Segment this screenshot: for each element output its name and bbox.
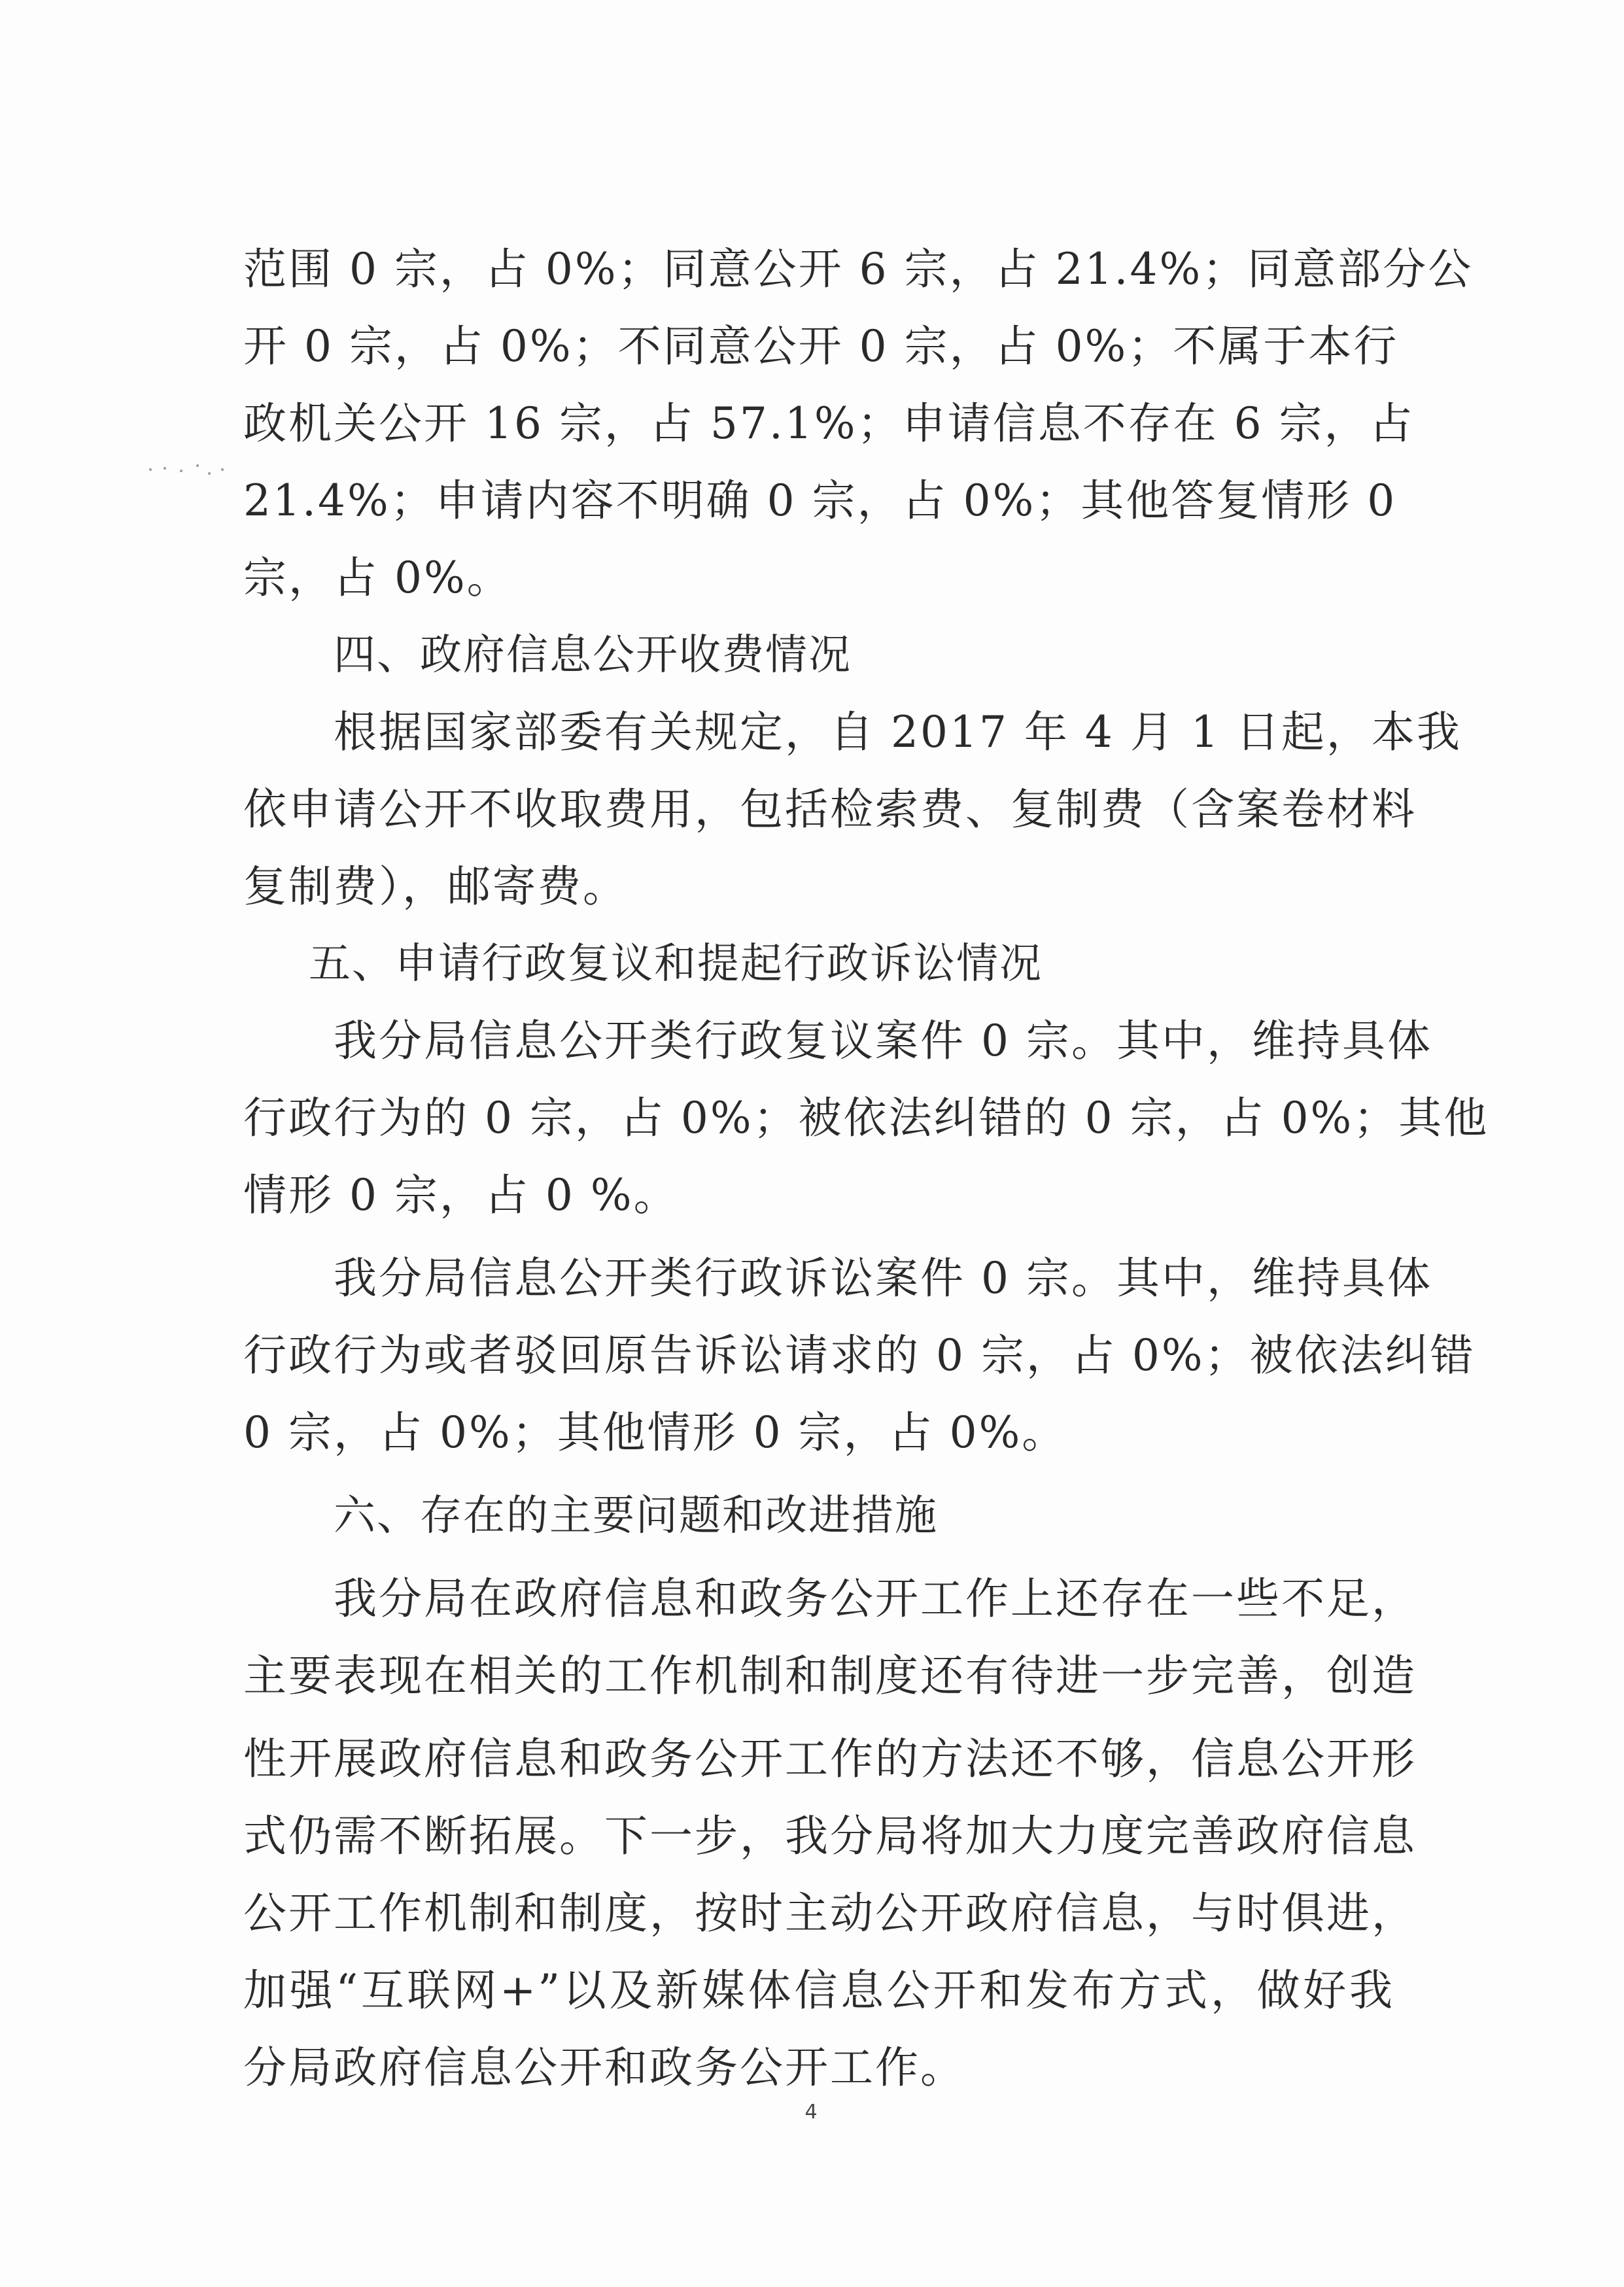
paragraph-line: 情形 0 宗，占 0 %。 — [243, 1170, 679, 1220]
section-heading-5: 五、申请行政复议和提起行政诉讼情况 — [309, 940, 1043, 988]
paragraph-line: 21.4%；申请内容不明确 0 宗，占 0%；其他答复情形 0 — [243, 475, 1397, 526]
section-heading-4: 四、政府信息公开收费情况 — [334, 631, 852, 679]
scan-artifact-dots — [145, 456, 230, 483]
paragraph-line: 性开展政府信息和政务公开工作的方法还不够，信息公开形 — [243, 1734, 1417, 1784]
paragraph-line: 依申请公开不收取费用，包括检索费、复制费（含案卷材料 — [243, 784, 1417, 834]
paragraph-line: 开 0 宗，占 0%；不同意公开 0 宗，占 0%；不属于本行 — [243, 321, 1399, 371]
section-heading-6: 六、存在的主要问题和改进措施 — [334, 1492, 938, 1540]
paragraph-line: 根据国家部委有关规定，自 2017 年 4 月 1 日起，本我 — [334, 707, 1462, 757]
paragraph-line: 公开工作机制和制度，按时主动公开政府信息，与时俱进， — [243, 1888, 1417, 1938]
page-number: 4 — [804, 2101, 818, 2124]
paragraph-line: 行政行为或者驳回原告诉讼请求的 0 宗，占 0%；被依法纠错 — [243, 1330, 1476, 1381]
paragraph-line: 我分局信息公开类行政诉讼案件 0 宗。其中，维持具体 — [334, 1253, 1432, 1303]
paragraph-line: 政机关公开 16 宗，占 57.1%；申请信息不存在 6 宗，占 — [243, 398, 1415, 449]
paragraph-line: 式仍需不断拓展。下一步，我分局将加大力度完善政府信息 — [243, 1811, 1417, 1861]
paragraph-line: 复制费），邮寄费。 — [243, 861, 628, 912]
paragraph-line: 我分局信息公开类行政复议案件 0 宗。其中，维持具体 — [334, 1016, 1432, 1066]
paragraph-line: 行政行为的 0 宗，占 0%；被依法纠错的 0 宗，占 0%；其他 — [243, 1093, 1489, 1143]
paragraph-line: 主要表现在相关的工作机制和制度还有待进一步完善，创造 — [243, 1651, 1417, 1701]
paragraph-line: 0 宗，占 0%；其他情形 0 宗，占 0%。 — [243, 1407, 1067, 1458]
paragraph-line: 加强“互联网+”以及新媒体信息公开和发布方式，做好我 — [243, 1965, 1394, 2016]
paragraph-line: 范围 0 宗，占 0%；同意公开 6 宗，占 21.4%；同意部分公 — [243, 244, 1474, 294]
paragraph-line: 分局政府信息公开和政务公开工作。 — [243, 2042, 965, 2093]
paragraph-line: 宗，占 0%。 — [243, 553, 512, 603]
paragraph-line: 我分局在政府信息和政务公开工作上还存在一些不足， — [334, 1573, 1417, 1624]
